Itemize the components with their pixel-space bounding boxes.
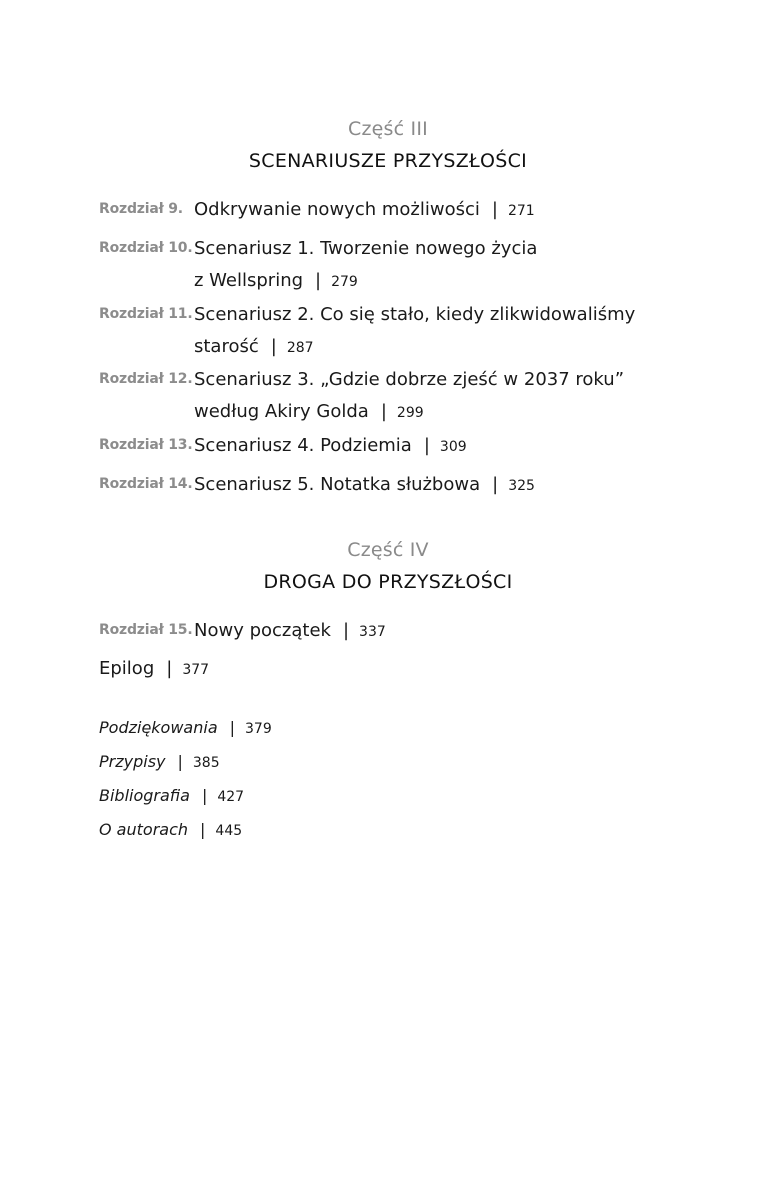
separator: | bbox=[491, 199, 498, 220]
chapter-label: Rozdział 15. bbox=[99, 622, 193, 638]
chapter-title bbox=[194, 237, 537, 301]
chapter-title-line: Scenariusz 5. Notatka służbowa bbox=[194, 474, 481, 495]
page-number: 279 bbox=[331, 274, 358, 290]
separator: | bbox=[200, 820, 206, 839]
separator: | bbox=[229, 718, 236, 737]
chapter-title-line: według Akiry Golda bbox=[194, 401, 369, 422]
toc-entry-acknowledgements[interactable] bbox=[99, 718, 272, 737]
separator: | bbox=[315, 270, 322, 291]
chapter-title bbox=[194, 619, 386, 651]
chapter-title-line: Scenariusz 2. Co się stało, kiedy zlikwidowaliśmy bbox=[194, 304, 636, 325]
separator: | bbox=[201, 786, 208, 805]
chapter-title bbox=[194, 368, 624, 432]
page-number: 325 bbox=[508, 478, 535, 494]
chapter-title-line: starość bbox=[194, 336, 259, 357]
chapter-title bbox=[194, 303, 635, 367]
toc-entry-epilog[interactable] bbox=[99, 658, 209, 679]
separator: | bbox=[380, 401, 387, 422]
part4-title: DROGA DO PRZYSZŁOŚCI bbox=[263, 571, 513, 593]
chapter-label: Rozdział 10. bbox=[99, 240, 193, 256]
page-number: 427 bbox=[217, 789, 245, 805]
toc-entry-notes[interactable] bbox=[99, 752, 220, 771]
chapter-label: Rozdział 12. bbox=[99, 371, 193, 387]
page-number: 377 bbox=[182, 662, 210, 678]
chapter-label: Rozdział 14. bbox=[99, 476, 193, 492]
toc-entry-bibliography[interactable] bbox=[99, 786, 244, 805]
back-matter-title: O autorach bbox=[99, 820, 189, 839]
page-number: 271 bbox=[507, 203, 535, 219]
epilog-title: Epilog bbox=[99, 658, 155, 679]
chapter-title bbox=[194, 198, 535, 230]
page-number: 379 bbox=[245, 721, 272, 737]
back-matter-title: Bibliografia bbox=[99, 786, 190, 805]
part3-label: Część III bbox=[348, 118, 428, 140]
separator: | bbox=[177, 752, 183, 771]
page-number: 287 bbox=[286, 340, 314, 356]
part3-title: SCENARIUSZE PRZYSZŁOŚCI bbox=[248, 150, 528, 172]
chapter-title bbox=[194, 434, 467, 466]
chapter-title-line: z Wellspring bbox=[194, 270, 304, 291]
page-number: 385 bbox=[192, 755, 220, 771]
separator: | bbox=[492, 474, 499, 495]
chapter-title-line: Nowy początek bbox=[194, 620, 331, 641]
separator: | bbox=[342, 620, 350, 641]
chapter-title-line: Odkrywanie nowych możliwości bbox=[194, 199, 480, 220]
chapter-label: Rozdział 13. bbox=[99, 437, 193, 453]
toc-entry-about-authors[interactable] bbox=[99, 820, 242, 839]
chapter-title bbox=[194, 473, 535, 505]
chapter-title-line: Scenariusz 1. Tworzenie nowego życia bbox=[194, 238, 538, 259]
chapter-label: Rozdział 9. bbox=[99, 201, 183, 217]
back-matter-title: Podziękowania bbox=[99, 718, 218, 737]
separator: | bbox=[423, 435, 430, 456]
page-number: 337 bbox=[359, 624, 386, 640]
chapter-title-line: Scenariusz 3. „Gdzie dobrze zjeść w 2037 roku” bbox=[194, 369, 625, 390]
page-number: 445 bbox=[215, 823, 243, 839]
separator: | bbox=[166, 658, 173, 679]
part4-label: Część IV bbox=[347, 539, 429, 561]
page-number: 309 bbox=[439, 439, 467, 455]
back-matter-title: Przypisy bbox=[99, 752, 166, 771]
chapter-label: Rozdział 11. bbox=[99, 306, 193, 322]
page-number: 299 bbox=[396, 405, 424, 421]
chapter-title-line: Scenariusz 4. Podziemia bbox=[194, 435, 412, 456]
separator: | bbox=[270, 336, 277, 357]
